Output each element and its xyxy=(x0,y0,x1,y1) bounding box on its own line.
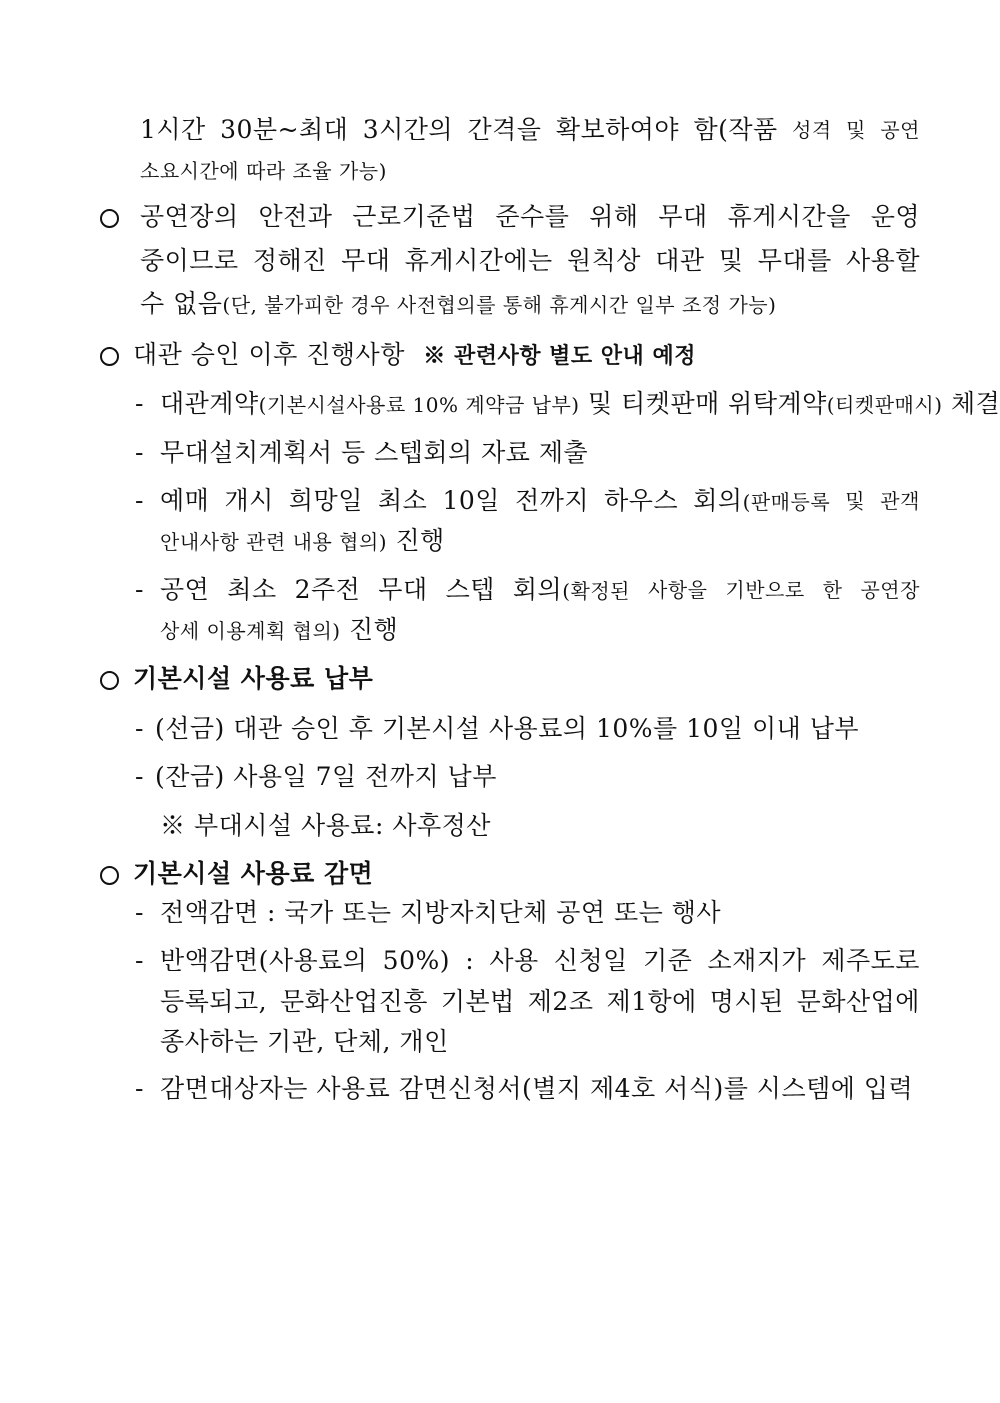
word: 스텝 xyxy=(445,575,495,604)
word: 무대 xyxy=(658,202,708,231)
word: 전까지 xyxy=(515,486,590,515)
p3-item-0: (선금) 대관 승인 후 기본시설 사용료의 10%를 10일 이내 납부 xyxy=(155,714,860,743)
dash-bullet: - xyxy=(135,1074,144,1103)
text-small: (티켓판매시) xyxy=(826,393,943,417)
word: 안전과 xyxy=(258,202,333,231)
word: 문화산업진흥 xyxy=(280,987,428,1016)
word: 제주도로 xyxy=(821,946,920,975)
word: 등록되고, xyxy=(160,987,268,1016)
word: 함(작품 xyxy=(693,115,778,144)
p3-note: ※ 부대시설 사용료: 사후정산 xyxy=(160,811,491,840)
p0-line1 xyxy=(140,113,920,147)
circle-bullet-icon xyxy=(100,671,119,690)
p4-item-a: 전액감면 : 국가 또는 지방자치단체 공연 또는 행사 xyxy=(160,898,722,927)
dash-bullet: - xyxy=(135,762,144,791)
word: 사용 xyxy=(489,946,539,975)
word: 무대 xyxy=(378,575,428,604)
word: 성격 xyxy=(792,118,832,142)
word: 신청일 xyxy=(553,946,628,975)
word: 기본법 xyxy=(440,987,515,1016)
circle-bullet-icon xyxy=(100,347,119,366)
dash-bullet: - xyxy=(135,389,144,418)
text-main: 체결 xyxy=(942,389,1000,418)
word: 희망일 xyxy=(288,486,363,515)
word: 사항을 xyxy=(647,578,708,602)
word: 1시간 xyxy=(140,115,206,144)
word: : xyxy=(465,946,475,975)
word: 및 xyxy=(718,246,744,275)
word: 확보하여야 xyxy=(555,115,680,144)
word: 기반으로 xyxy=(725,578,805,602)
word: 및 xyxy=(846,118,866,142)
word: 제1항에 xyxy=(606,987,697,1016)
text-main: 대관계약 xyxy=(160,389,259,418)
circle-bullet-icon xyxy=(100,209,119,228)
word: 휴게시간에는 xyxy=(404,246,553,275)
section-heading: 대관 승인 이후 진행사항 xyxy=(133,340,405,369)
p0-line2: 소요시간에 따라 조율 가능) xyxy=(140,159,387,183)
p2-item-b: 무대설치계획서 등 스텝회의 자료 제출 xyxy=(160,438,589,467)
word: 한 xyxy=(822,578,843,602)
word: 명시된 xyxy=(709,987,784,1016)
p3-heading: 기본시설 사용료 납부 xyxy=(133,664,374,693)
p2-item-a xyxy=(160,387,1000,422)
p4-item-b-line2 xyxy=(160,985,920,1019)
word: 및 xyxy=(845,489,866,513)
text-main: 수 없음 xyxy=(140,289,223,318)
word: 기준 xyxy=(643,946,693,975)
word: 대관 xyxy=(655,246,705,275)
dash-bullet: - xyxy=(135,946,144,975)
word: 10일 xyxy=(442,486,500,515)
text-main: 진행 xyxy=(387,526,445,555)
p4-item-b-line3: 종사하는 기관, 단체, 개인 xyxy=(160,1027,449,1056)
word: 개시 xyxy=(224,486,274,515)
dash-bullet: - xyxy=(135,714,144,743)
word: 최소 xyxy=(227,575,277,604)
p1-line1 xyxy=(140,200,920,234)
dash-bullet: - xyxy=(135,438,144,467)
word: 정해진 xyxy=(252,246,327,275)
p1-line2 xyxy=(140,244,920,278)
word: 3시간의 xyxy=(362,115,454,144)
p3-item-1: (잔금) 사용일 7일 전까지 납부 xyxy=(155,762,497,791)
p2-heading-line xyxy=(133,338,696,373)
word: 준수를 xyxy=(495,202,570,231)
word: 휴게시간을 xyxy=(727,202,851,231)
word: 문화산업에 xyxy=(796,987,920,1016)
word: 무대 xyxy=(341,246,391,275)
p2-item-d-line2 xyxy=(160,613,398,648)
word: 2주전 xyxy=(294,575,361,604)
text-main: 진행 xyxy=(340,615,399,644)
word: 운영 xyxy=(870,202,920,231)
word: 공연장의 xyxy=(140,202,239,231)
word: 공연 xyxy=(880,118,920,142)
word: 관객 xyxy=(880,489,920,513)
word: 회의 xyxy=(693,486,743,515)
text-small: 상세 이용계획 협의) xyxy=(160,619,341,643)
word: 근로기준법 xyxy=(352,202,476,231)
word: (판매등록 xyxy=(742,490,831,514)
word: 30분~최대 xyxy=(220,115,349,144)
word: 공연장 xyxy=(860,578,920,602)
word: 간격을 xyxy=(467,115,542,144)
p2-item-c-line2 xyxy=(160,524,445,559)
word: 제2조 xyxy=(527,987,594,1016)
word: 최소 xyxy=(378,486,428,515)
word: 중이므로 xyxy=(140,246,239,275)
word: 하우스 xyxy=(604,486,679,515)
p2-item-d-line1 xyxy=(160,573,920,608)
word: (확정된 xyxy=(562,579,630,603)
note-text: ※ 관련사항 별도 안내 예정 xyxy=(423,343,696,369)
p2-item-c-line1 xyxy=(160,484,920,519)
word: 소재지가 xyxy=(707,946,807,975)
dash-bullet: - xyxy=(135,575,144,604)
p4-heading: 기본시설 사용료 감면 xyxy=(133,859,374,888)
word: 위해 xyxy=(589,202,639,231)
dash-bullet: - xyxy=(135,486,144,515)
dash-bullet: - xyxy=(135,898,144,927)
circle-bullet-icon xyxy=(100,866,119,885)
word: 사용할 xyxy=(846,246,920,275)
word: 원칙상 xyxy=(566,246,641,275)
text-main: 및 티켓판매 위탁계약 xyxy=(579,389,827,418)
word: 무대를 xyxy=(757,246,832,275)
word: 반액감면(사용료의 xyxy=(160,946,368,975)
p1-line3 xyxy=(140,287,776,322)
p4-item-b-line1 xyxy=(160,944,920,978)
p4-item-c: 감면대상자는 사용료 감면신청서(별지 제4호 서식)를 시스템에 입력 xyxy=(160,1074,914,1103)
text-small: (기본시설사용료 10% 계약금 납부) xyxy=(258,393,580,417)
text-small: (단, 불가피한 경우 사전협의를 통해 휴게시간 일부 조정 가능) xyxy=(222,293,777,317)
word: 50%) xyxy=(382,946,450,975)
text-small: 안내사항 관련 내용 협의) xyxy=(160,530,388,554)
word: 회의 xyxy=(512,575,563,604)
word: 예매 xyxy=(160,486,210,515)
word: 공연 xyxy=(160,575,210,604)
